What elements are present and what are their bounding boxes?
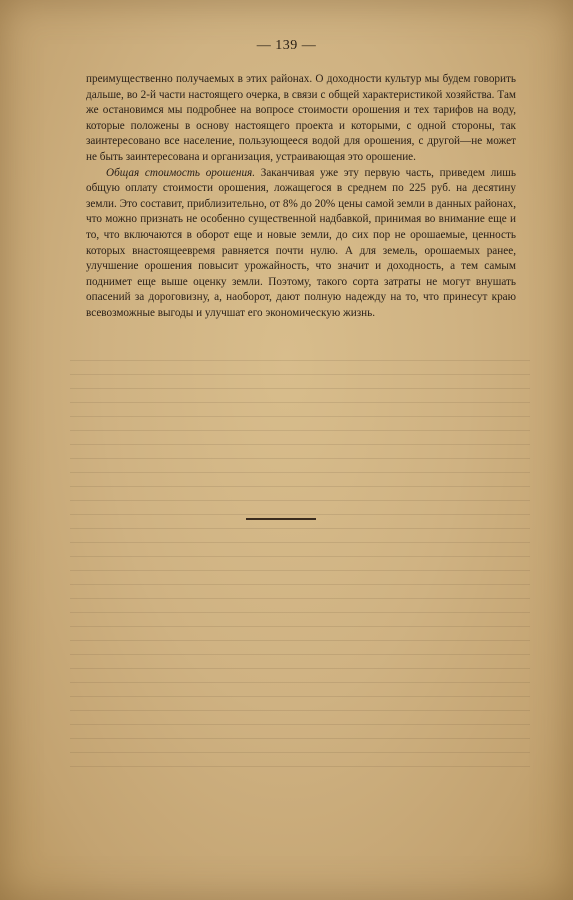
paragraph-1: преимущественно получаемых в этих районах. О доходности культур мы будем говорить дальше, во 2-й части настоящего очерка, в связи с общей характеристикой хозяйства. Там же остановимся мы подробнее на вопросе стоимости орошения и тех тарифов на воду, которые положены в основу настоящего проекта и которыми, с одной стороны, так заинтересовано все население, пользующееся водой для орошения, с другой—не может не быть заинтересована и организация, устраивающая это орошение. (86, 73, 516, 163)
paragraph-2-text: Заканчивая уже эту первую часть, приведем лишь общую оплату стоимости орошения, ложащегося в среднем по 225 руб. на десятину земли. Это составит, приблизительно, от 8% до 20% цены самой земли в данных районах, что можно признать не особенно существенной надбавкой, принимая во внимание еще и то, что включаются в оборот еще и новые земли, до сих пор не орошаемые, ценность которых внастоящеевремя равняется почти нулю. А для земель, орошаемых ранее, улучшение орошения повысит урожайность, что значит и доходность, а тем самым поднимет еще выше оценку земли. Поэтому, такого сорта затраты не могут внушать опасений за дороговизну, а, наоборот, дают полную надежду на то, что принесут краю всевозможные выгоды и улучшат его экономическую жизнь. (86, 166, 516, 319)
page-number: — 139 — (256, 38, 317, 53)
paragraph-2-lead: Общая стоимость орошения. (106, 166, 256, 179)
paragraph-2 (86, 166, 516, 322)
section-divider (246, 518, 316, 520)
body-text (86, 72, 516, 322)
bleed-through-texture (70, 360, 530, 790)
